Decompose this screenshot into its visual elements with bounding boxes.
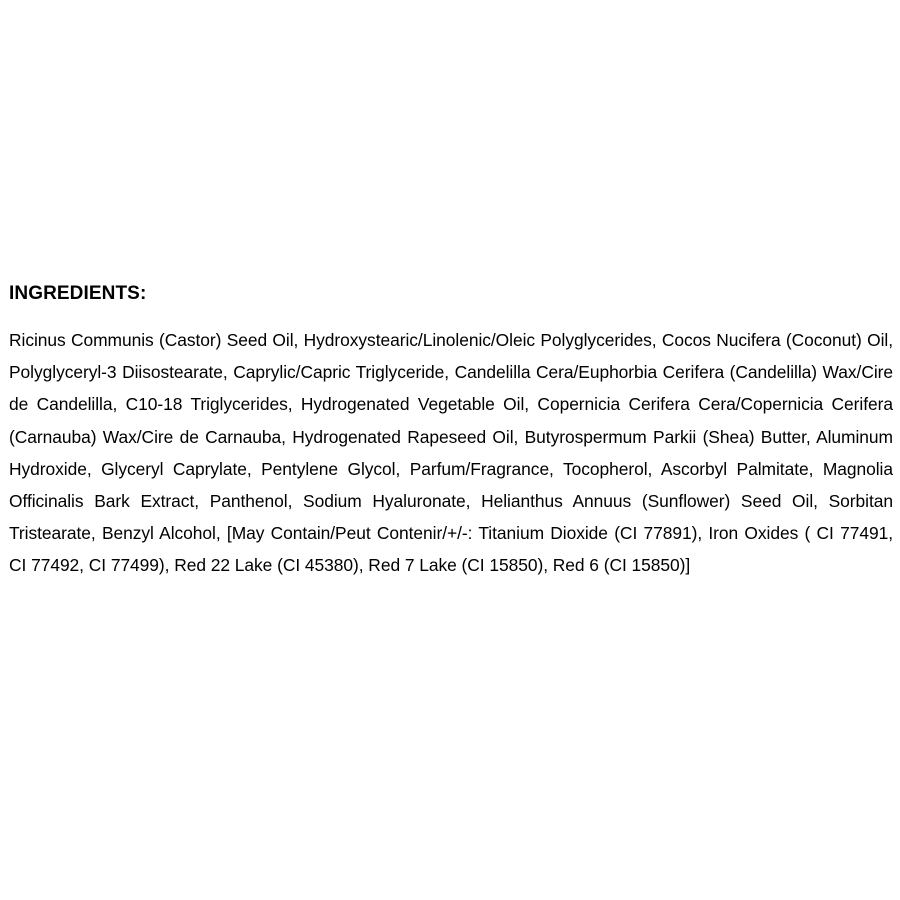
ingredients-list: Ricinus Communis (Castor) Seed Oil, Hydroxystearic/Linolenic/Oleic Polyglycerides, Cocos Nucifera (Coconut) Oil, Polyglyceryl-3 Diisostearate, Caprylic/Capric Triglyceride, Candelilla Cera/Euphorbia Cerifera (Candelilla) Wax/Cire de Candelilla, C10-18 Triglycerides, Hydrogenated Vegetable Oil, Copernicia Cerifera Cera/Copernicia Cerifera (Carnauba) Wax/Cire de Carnauba, Hydrogenated Rapeseed Oil, Butyrospermum Parkii (Shea) Butter, Aluminum Hydroxide, Glyceryl Caprylate, Pentylene Glycol, Parfum/Fragrance, Tocopherol, Ascorbyl Palmitate, Magnolia Officinalis Bark Extract, Panthenol, Sodium Hyaluronate, Helianthus Annuus (Sunflower) Seed Oil, Sorbitan Tristearate, Benzyl Alcohol, [May Contain/Peut Contenir/+/-: Titanium Dioxide (CI 77891), Iron Oxides ( CI 77491, CI 77492, CI 77499), Red 22 Lake (CI 45380), Red 7 Lake (CI 15850), Red 6 (CI 15850)] bbox=[9, 330, 893, 576]
ingredients-section bbox=[9, 280, 893, 582]
ingredients-heading: INGREDIENTS: bbox=[9, 283, 147, 304]
